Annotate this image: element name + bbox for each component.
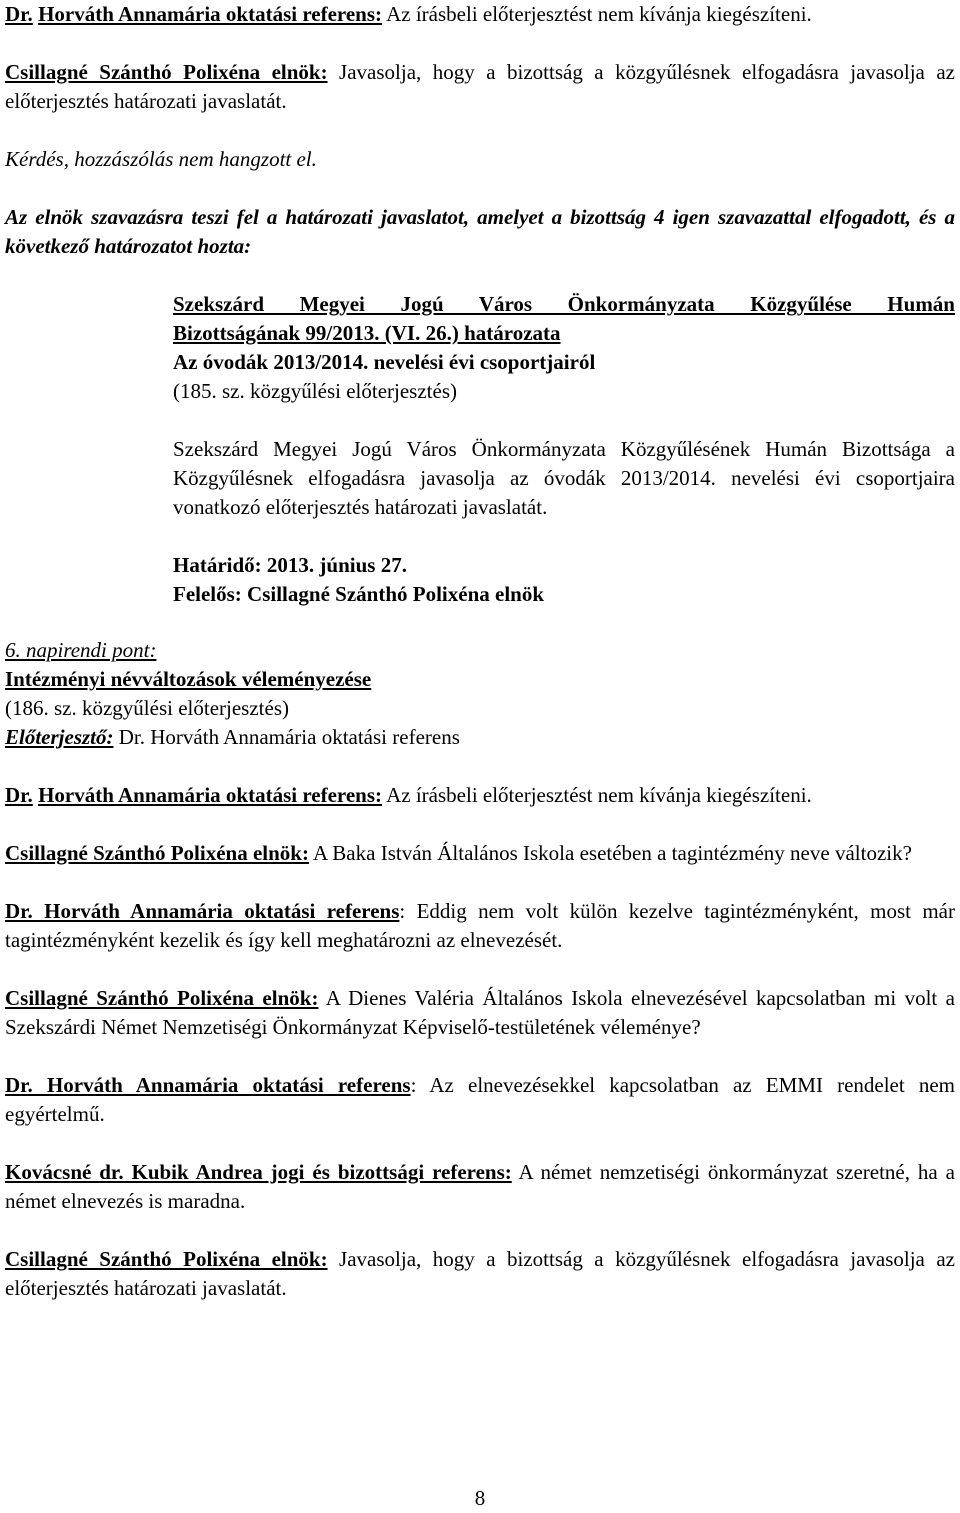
statement-text: Az elnevezésekkel kapcsolatban az EMMI rendelet nem egyértelmű. [5, 1073, 955, 1126]
discussion-paragraph [5, 1071, 955, 1129]
decision-body: Szekszárd Megyei Jogú Város Önkormányzata Közgyűlésének Humán Bizottsága a Közgyűlésnek elfogadásra javasolja az óvodák 2013/2014. nevelési évi csoportjaira vonatkozó előterjesztés határozati javaslatát. [173, 437, 955, 519]
speaker-name: Dr. [5, 2, 33, 26]
decision-title-line2: Bizottságának 99/2013. (VI. 26.) határozata [173, 321, 561, 345]
decision-block [173, 290, 955, 609]
speaker-name: Csillagné Szánthó Polixéna elnök: [5, 841, 309, 865]
decision-subject: Az óvodák 2013/2014. nevelési évi csoportjairól [173, 350, 596, 374]
speaker-name: Csillagné Szánthó Polixéna elnök: [5, 1247, 328, 1271]
agenda-title: Intézményi névváltozások véleményezése [5, 667, 372, 691]
statement-text: Az írásbeli előterjesztést nem kívánja kiegészíteni. [382, 783, 812, 807]
discussion-paragraph [5, 781, 955, 810]
presenter-name: Dr. Horváth Annamária oktatási referens [113, 725, 460, 749]
discussion-paragraph [5, 897, 955, 955]
statement-text: A német nemzetiségi önkormányzat szeretné, ha a német elnevezés is maradna. [5, 1160, 955, 1213]
speaker-name: Csillagné Szánthó Polixéna elnök: [5, 60, 328, 84]
discussion-paragraph [5, 1158, 955, 1216]
discussion-paragraph [5, 1245, 955, 1303]
decision-reference: (185. sz. közgyűlési előterjesztés) [173, 379, 457, 403]
statement-text: Eddig nem volt külön kezelve tagintézményként, most már tagintézményként kezelik és így kell meghatározni az elnevezését. [5, 899, 955, 952]
paragraph-referens-intro [5, 0, 955, 29]
speaker-name: Kovácsné dr. Kubik Andrea jogi és bizottsági referens: [5, 1160, 512, 1184]
paragraph-elnok-proposal [5, 58, 955, 116]
decision-deadline: Határidő: 2013. június 27. [173, 553, 407, 577]
agenda-presenter [5, 723, 955, 752]
statement-text: Javasolja, hogy a bizottság a közgyűlésnek elfogadásra javasolja az előterjesztés határozati javaslatát. [5, 1247, 955, 1300]
vote-statement: Az elnök szavazásra teszi fel a határozati javaslatot, amelyet a bizottság 4 igen szavazattal elfogadott, és a következő határozatot hozta: [5, 205, 955, 258]
speaker-name: Dr. [5, 783, 33, 807]
agenda-number: 6. napirendi pont: [5, 638, 157, 662]
statement-text: A Dienes Valéria Általános Iskola elnevezésével kapcsolatban mi volt a Szekszárdi Német Nemzetiségi Önkormányzat Képviselő-testületének véleménye? [5, 986, 955, 1039]
discussion-paragraph [5, 984, 955, 1042]
speaker-colon: : [410, 1073, 417, 1097]
statement-text: Az írásbeli előterjesztést nem kívánja kiegészíteni. [382, 2, 812, 26]
speaker-colon: : [399, 899, 406, 923]
statement-text: Javasolja, hogy a bizottság a közgyűlésnek elfogadásra javasolja az előterjesztés határozati javaslatát. [5, 60, 955, 113]
page-number: 8 [474, 1486, 486, 1510]
presenter-label: Előterjesztő: [5, 725, 114, 749]
decision-title-line1: Szekszárd Megyei Jogú Város Önkormányzata Közgyűlése Humán [173, 292, 955, 316]
discussion-paragraph [5, 839, 955, 868]
speaker-name: Csillagné Szánthó Polixéna elnök: [5, 986, 319, 1010]
agenda-reference: (186. sz. közgyűlési előterjesztés) [5, 696, 289, 720]
speaker-name: Horváth Annamária oktatási referens: [38, 2, 383, 26]
speaker-name: Dr. Horváth Annamária oktatási referens [5, 899, 400, 923]
speaker-name: Horváth Annamária oktatási referens: [38, 783, 383, 807]
speaker-name: Dr. Horváth Annamária oktatási referens [5, 1073, 411, 1097]
no-comments-note: Kérdés, hozzászólás nem hangzott el. [5, 147, 317, 171]
decision-responsible: Felelős: Csillagné Szánthó Polixéna elnök [173, 582, 545, 606]
statement-text: A Baka István Általános Iskola esetében a tagintézmény neve változik? [308, 841, 912, 865]
document-page [5, 0, 955, 1303]
